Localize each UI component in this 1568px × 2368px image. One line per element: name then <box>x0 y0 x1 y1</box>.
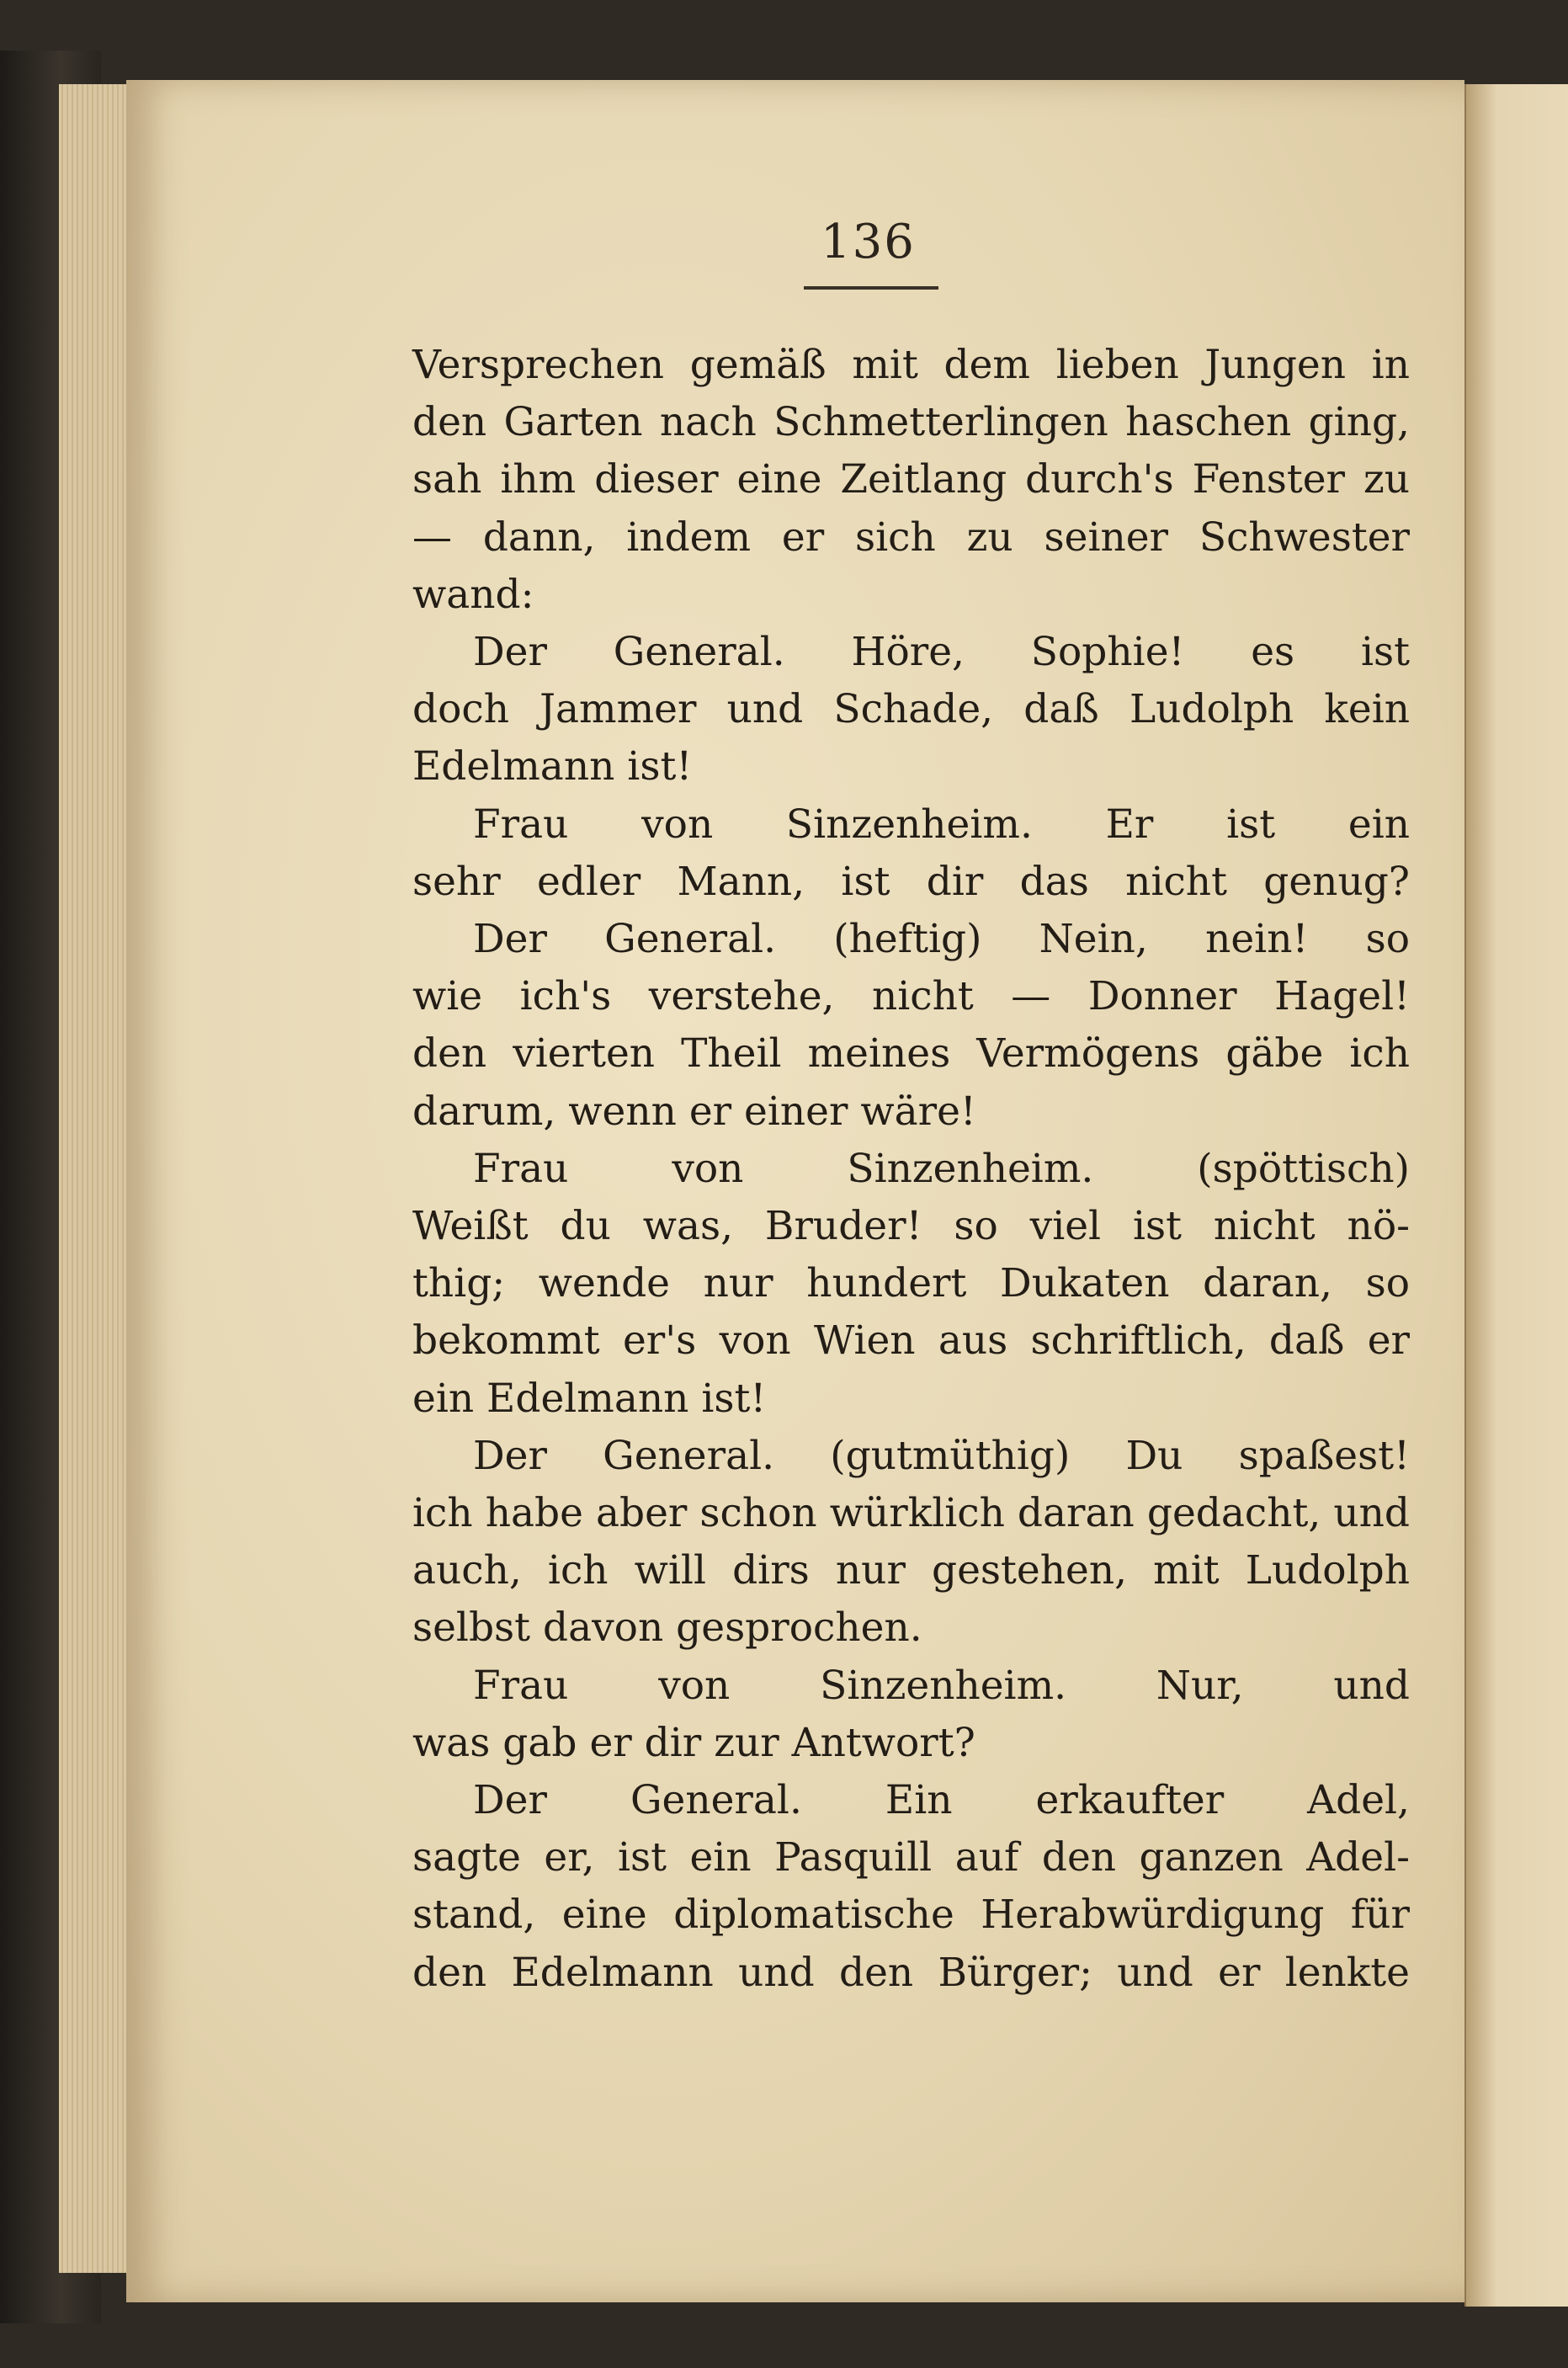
page-number: 136 <box>821 215 916 269</box>
page-edges <box>59 84 136 2273</box>
text-line: sah ihm dieser eine Zeitlang durch's Fenster zu <box>412 456 1410 503</box>
speaker-line: Der General. Ein erkaufter Adel, <box>473 1777 1410 1824</box>
text-line: wie ich's verstehe, nicht — Donner Hagel! <box>412 973 1410 1020</box>
speaker-line: Der General. Höre, Sophie! es ist <box>473 629 1410 676</box>
text-line: sehr edler Mann, ist dir das nicht genug? <box>412 858 1410 905</box>
facing-page-edge <box>1464 84 1568 2307</box>
speaker-line: Der General. (heftig) Nein, nein! so <box>473 916 1410 963</box>
text-line: was gab er dir zur Antwort? <box>412 1719 975 1766</box>
text-line: ich habe aber schon würklich daran gedacht, und <box>412 1490 1410 1537</box>
text-line: ein Edelmann ist! <box>412 1375 767 1422</box>
text-line: doch Jammer und Schade, daß Ludolph kein <box>412 686 1410 733</box>
header-rule <box>804 286 938 290</box>
text-line: — dann, indem er sich zu seiner Schwester <box>412 514 1410 561</box>
text-line: den Garten nach Schmetterlingen haschen ging, <box>412 399 1410 446</box>
text-line: darum, wenn er einer wäre! <box>412 1088 976 1135</box>
speaker-line: Frau von Sinzenheim. (spöttisch) <box>473 1145 1410 1192</box>
text-line: sagte er, ist ein Pasquill auf den ganzen Adel- <box>412 1834 1410 1881</box>
text-line: selbst davon gesprochen. <box>412 1604 922 1652</box>
text-line: den vierten Theil meines Vermögens gäbe ich <box>412 1030 1410 1078</box>
text-line: Edelmann ist! <box>412 743 693 790</box>
text-line: Weißt du was, Bruder! so viel ist nicht nö- <box>412 1203 1410 1250</box>
speaker-line: Frau von Sinzenheim. Nur, und <box>473 1662 1410 1709</box>
text-line: stand, eine diplomatische Herabwürdigung für <box>412 1892 1410 1939</box>
speaker-line: Frau von Sinzenheim. Er ist ein <box>473 801 1410 848</box>
text-line: bekommt er's von Wien aus schriftlich, daß er <box>412 1317 1410 1365</box>
body-text <box>412 337 1410 2002</box>
text-line: auch, ich will dirs nur gestehen, mit Ludolph <box>412 1547 1410 1594</box>
text-line: thig; wende nur hundert Dukaten daran, so <box>412 1260 1410 1307</box>
speaker-line: Der General. (gutmüthig) Du spaßest! <box>473 1432 1410 1479</box>
text-line: Versprechen gemäß mit dem lieben Jungen in <box>412 342 1410 388</box>
text-line: wand: <box>412 571 534 618</box>
text-line: den Edelmann und den Bürger; und er lenkte <box>412 1949 1410 1996</box>
